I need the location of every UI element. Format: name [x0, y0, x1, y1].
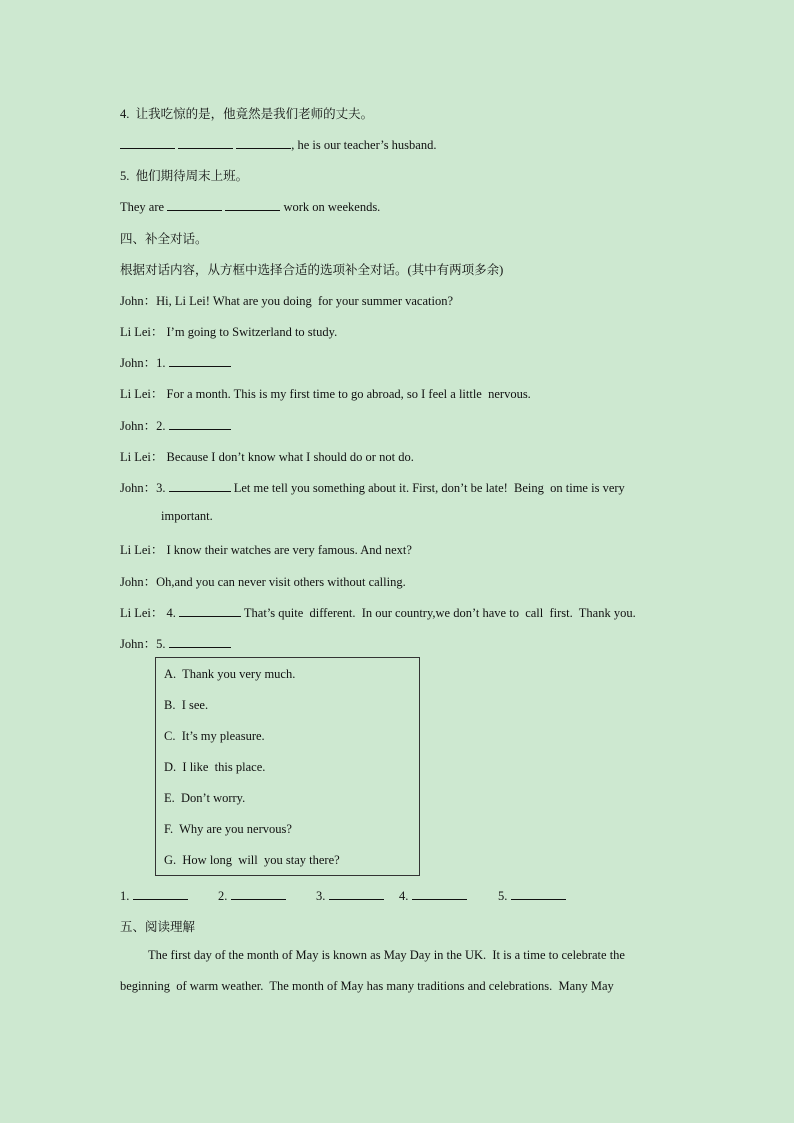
speaker: Li Lei： — [120, 606, 164, 620]
utterance: I’m going to Switzerland to study. — [163, 325, 338, 339]
blank-field[interactable] — [169, 478, 231, 492]
utterance: I know their watches are very famous. And next? — [163, 543, 412, 557]
q5-answer-line — [120, 197, 380, 215]
option-b: B. I see. — [164, 698, 209, 712]
dialogue-line — [120, 634, 231, 652]
dialogue-line — [120, 291, 453, 309]
blank-field[interactable] — [179, 603, 241, 617]
section4-title: 四、补全对话。 — [120, 232, 208, 246]
blank-field[interactable] — [169, 634, 231, 648]
speaker: John： — [120, 481, 157, 495]
dialogue-line — [120, 384, 531, 402]
option-a: A. Thank you very much. — [164, 667, 296, 681]
option-c: C. It’s my pleasure. — [164, 729, 265, 743]
utterance: 1. — [156, 356, 169, 370]
speaker: John： — [120, 294, 157, 308]
utterance: Because I don’t know what I should do or not do. — [163, 450, 414, 464]
utterance: For a month. This is my first time to go abroad, so I feel a little nervous. — [163, 387, 531, 401]
speaker: John： — [120, 637, 157, 651]
answer-2: 2. — [218, 886, 286, 904]
dialogue-line — [120, 447, 414, 465]
blank-field[interactable] — [511, 886, 566, 900]
answer-5: 5. — [498, 886, 566, 904]
option-f: F. Why are you nervous? — [164, 822, 292, 836]
option-d: D. I like this place. — [164, 760, 266, 774]
blank-field[interactable] — [225, 197, 280, 211]
speaker: Li Lei： — [120, 387, 164, 401]
q5-prompt: 5. 他们期待周末上班。 — [120, 169, 249, 183]
blank-field[interactable] — [236, 135, 291, 149]
utterance: 4. — [163, 606, 180, 620]
q4-prompt: 4. 让我吃惊的是，他竟然是我们老师的丈夫。 — [120, 107, 374, 121]
dialogue-line — [120, 478, 625, 496]
dialogue-line — [120, 353, 231, 371]
dialogue-line — [120, 540, 412, 558]
section5-title: 五、阅读理解 — [120, 920, 196, 934]
blank-field[interactable] — [169, 416, 231, 430]
dialogue-line — [120, 603, 636, 621]
blank-field[interactable] — [133, 886, 188, 900]
utterance: 5. — [156, 637, 169, 651]
option-g: G. How long will you stay there? — [164, 853, 340, 867]
option-e: E. Don’t worry. — [164, 791, 246, 805]
blank-field[interactable] — [169, 353, 231, 367]
q4-tail: , he is our teacher’s husband. — [291, 138, 437, 152]
speaker: John： — [120, 419, 157, 433]
blank-field[interactable] — [329, 886, 384, 900]
utterance: Oh,and you can never visit others without calling. — [156, 575, 406, 589]
utterance: 2. — [156, 419, 169, 433]
speaker: Li Lei： — [120, 325, 164, 339]
answer-1: 1. — [120, 886, 188, 904]
speaker: Li Lei： — [120, 450, 164, 464]
answer-3: 3. — [316, 886, 384, 904]
reading-paragraph-line: beginning of warm weather. The month of May has many traditions and celebrations. Many May — [120, 979, 614, 993]
blank-field[interactable] — [178, 135, 233, 149]
q5-head: They are — [120, 200, 168, 214]
speaker: John： — [120, 575, 157, 589]
utterance-after: That’s quite different. In our country,we don’t have to call first. Thank you. — [241, 606, 636, 620]
dialogue-continuation: important. — [161, 509, 213, 523]
section4-instruction: 根据对话内容，从方框中选择合适的选项补全对话。(其中有两项多余) — [120, 263, 504, 277]
utterance: 3. — [156, 481, 169, 495]
q5-tail: work on weekends. — [280, 200, 381, 214]
blank-field[interactable] — [120, 135, 175, 149]
blank-field[interactable] — [167, 197, 222, 211]
blank-field[interactable] — [231, 886, 286, 900]
answer-4: 4. — [399, 886, 467, 904]
speaker: John： — [120, 356, 157, 370]
options-box — [155, 657, 420, 876]
utterance-after: Let me tell you something about it. First, don’t be late! Being on time is very — [230, 481, 625, 495]
q4-answer-line — [120, 135, 436, 153]
dialogue-line — [120, 572, 406, 590]
utterance: Hi, Li Lei! What are you doing for your summer vacation? — [156, 294, 454, 308]
dialogue-line — [120, 322, 337, 340]
speaker: Li Lei： — [120, 543, 164, 557]
dialogue-line — [120, 416, 231, 434]
blank-field[interactable] — [412, 886, 467, 900]
reading-paragraph-line: The first day of the month of May is known as May Day in the UK. It is a time to celebrate the — [148, 948, 625, 962]
